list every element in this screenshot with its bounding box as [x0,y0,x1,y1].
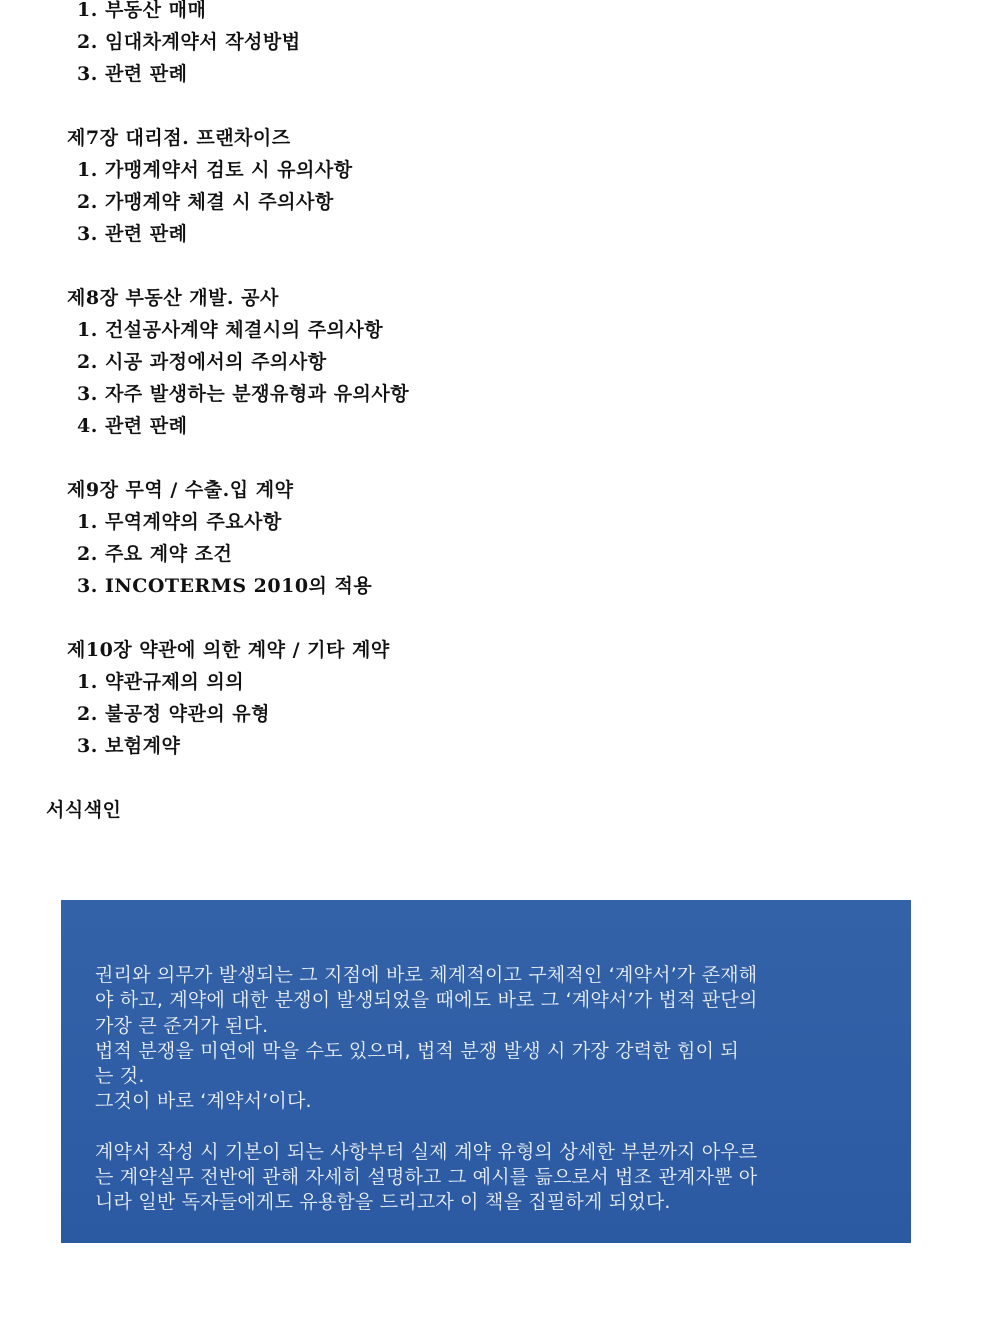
cover-description [95,963,885,1216]
toc-chapter-7: 제7장 대리점. 프랜차이즈 [67,127,291,149]
book-cover-excerpt [61,900,911,1243]
toc-item: 1. 무역계약의 주요사항 [77,511,282,533]
cover-line: 그것이 바로 ‘계약서’이다. [95,1090,312,1113]
toc-chapter-8: 제8장 부동산 개발. 공사 [67,287,279,309]
toc-item: 3. 관련 판례 [77,63,188,85]
toc-item: 1. 건설공사계약 체결시의 주의사항 [77,319,384,341]
toc-item: 2. 임대차계약서 작성방법 [77,31,301,53]
toc-chapter-10: 제10장 약관에 의한 계약 / 기타 계약 [67,639,390,661]
paragraph-gap [95,1115,885,1140]
cover-line: 가장 큰 준거가 된다. [95,1014,269,1037]
cover-line: 야 하고, 계약에 대한 분쟁이 발생되었을 때에도 바로 그 ‘계약서’가 법적 판단의 [95,989,758,1012]
toc-item: 2. 불공정 약관의 유형 [77,703,271,725]
toc-item: 3. 보험계약 [77,735,181,757]
toc-form-index: 서식색인 [46,799,122,821]
cover-line: 는 계약실무 전반에 관해 자세히 설명하고 그 예시를 듦으로서 법조 관계자뿐 아 [95,1166,758,1189]
toc-item: 2. 시공 과정에서의 주의사항 [77,351,327,373]
toc-item: 1. 가맹계약서 검토 시 유의사항 [77,159,353,181]
toc-chapter-9: 제9장 무역 / 수출.입 계약 [67,479,294,501]
cover-line: 니라 일반 독자들에게도 유용함을 드리고자 이 책을 집필하게 되었다. [95,1191,671,1214]
cover-line: 권리와 의무가 발생되는 그 지점에 바로 체계적이고 구체적인 ‘계약서’가 존재해 [95,964,758,986]
cover-line: 는 것. [95,1065,145,1088]
toc-item: 2. 주요 계약 조건 [77,543,233,565]
cover-line: 법적 분쟁을 미연에 막을 수도 있으며, 법적 분쟁 발생 시 가장 강력한 힘이 되 [95,1039,739,1062]
toc-item: 3. 자주 발생하는 분쟁유형과 유의사항 [77,383,410,405]
toc-item: 4. 관련 판례 [77,415,188,437]
toc-item: 3. INCOTERMS 2010의 적용 [77,575,373,597]
toc-item: 3. 관련 판례 [77,223,188,245]
toc-item: 2. 가맹계약 체결 시 주의사항 [77,191,334,213]
toc-item: 1. 부동산 매매 [77,0,207,21]
toc-item: 1. 약관규제의 의의 [77,671,245,693]
cover-line: 계약서 작성 시 기본이 되는 사항부터 실제 계약 유형의 상세한 부분까지 아우르 [95,1140,758,1163]
